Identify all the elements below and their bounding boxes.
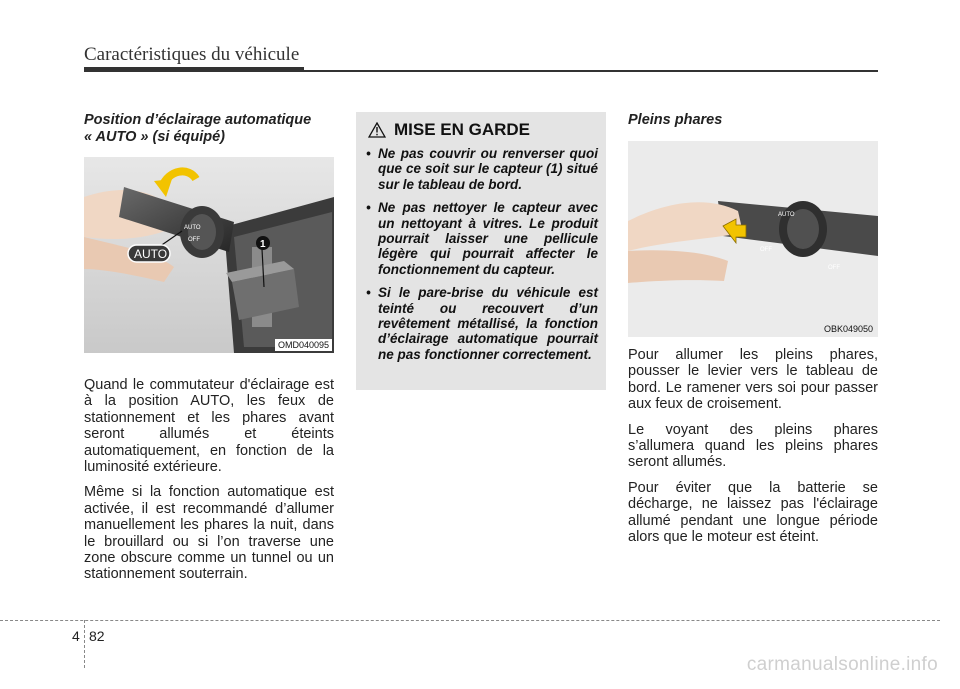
watermark: carmanualsonline.info [746,654,938,675]
warning-title: MISE EN GARDE [394,120,531,139]
header-rule-thin [300,70,878,72]
figure-caption-left: OMD040095 [275,339,332,351]
hb-switch-label-off-2: OFF [828,265,840,271]
warning-box [356,112,606,390]
switch-label-auto: AUTO [184,225,201,231]
switch-label-off: OFF [188,237,200,243]
high-beam-paragraph-2: Le voyant des pleins phares s’allumera quand les pleins phares seront allumés. [628,421,878,471]
left-column [84,112,334,592]
header-rule-thick [84,67,304,72]
warning-item: • Ne pas nettoyer le capteur avec un nettoyant à vitres. Le produit pourrait laisser une pellicule légère qui pourrait affecter le fonctionnement du capteur. [368,200,598,277]
warning-triangle-icon [368,122,386,138]
auto-light-figure [84,157,334,353]
high-beam-body [628,347,878,545]
hb-switch-label-off-1: OFF [760,247,772,253]
chapter-number: 4 [72,628,80,644]
high-beam-figure [628,141,878,337]
warning-item: • Ne pas couvrir ou renverser quoi que ce soit sur le capteur (1) situé sur le tableau de bord. [368,146,598,192]
auto-light-illustration [84,157,334,353]
auto-light-heading-line2: « AUTO » (si équipé) [84,129,225,145]
auto-light-heading [84,112,334,146]
warning-item: • Si le pare-brise du véhicule est teinté ou recouvert d’un revêtement métallisé, la fonction d’éclairage automatique pourrait ne pas fonctionner correctement. [368,285,598,362]
high-beam-illustration [628,141,878,337]
warning-list [368,146,598,362]
footer-divider [84,620,85,668]
auto-light-heading-line1: Position d’éclairage automatique [84,112,312,128]
warning-column [356,112,606,390]
warning-title-row [368,120,598,140]
auto-light-body [84,377,334,583]
right-column [628,112,878,554]
marker-1-number: 1 [260,239,266,250]
header-title: Caractéristiques du véhicule [84,44,300,65]
auto-callout-label: AUTO [134,247,168,261]
high-beam-heading: Pleins phares [628,112,723,128]
figure-caption-right: OBK049050 [821,323,876,335]
auto-light-paragraph-2: Même si la fonction automatique est activée, il est recommandé d’allumer manuellement les phares la nuit, dans le brouillard ou si l’on traverse une zone obscure comme un tunnel ou un stationnement souterrain. [84,484,334,583]
high-beam-paragraph-3: Pour éviter que la batterie se décharge, ne laissez pas l'éclairage allumé pendant une longue période alors que le moteur est éteint. [628,479,878,546]
hb-switch-label-auto: AUTO [778,212,795,218]
high-beam-paragraph-1: Pour allumer les pleins phares, pousser le levier vers le tableau de bord. Le ramener vers soi pour passer aux feux de croisement. [628,347,878,413]
footer-rule [0,620,940,621]
auto-light-paragraph-1: Quand le commutateur d'éclairage est à la position AUTO, les feux de stationnement et les phares avant seront allumés et éteints automatiquement, en fonction de la luminosité extérieure. [84,377,334,476]
page-number: 82 [89,628,105,644]
